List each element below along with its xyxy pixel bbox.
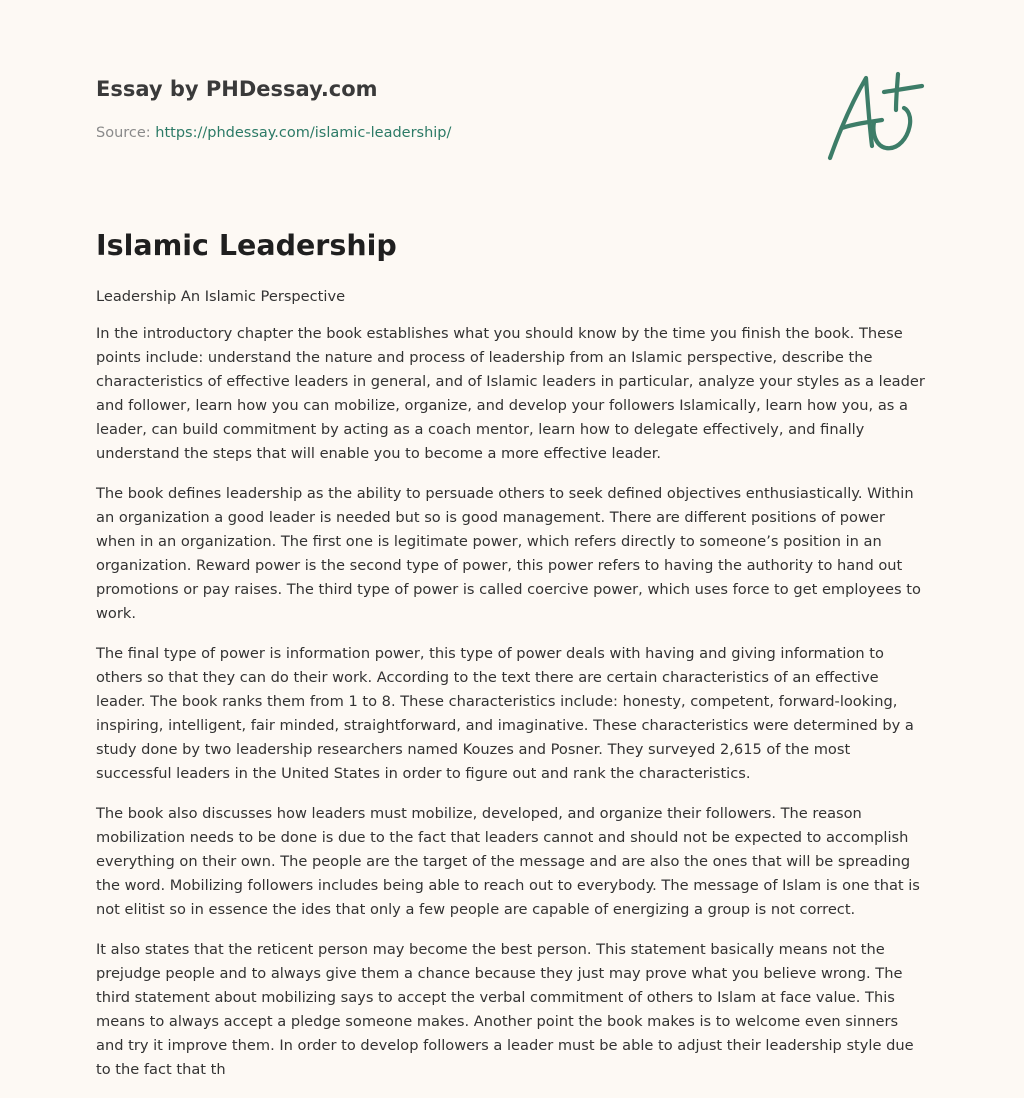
site-title: Essay by PHDessay.com — [96, 77, 378, 101]
source-link[interactable]: https://phdessay.com/islamic-leadership/ — [155, 125, 452, 141]
source-label: Source: — [96, 125, 156, 141]
site-header — [96, 74, 928, 143]
source-line — [96, 123, 928, 143]
essay-paragraph: In the introductory chapter the book establishes what you should know by the time you finish the book. These points include: understand the nature and process of leadership from an Islamic perspective, describe the characteristics of effective leaders in general, and of Islamic leaders in particular, analyze your styles as a leader and follower, learn how you can mobilize, organize, and develop your followers Islamically, learn how you, as a leader, can build commitment by acting as a coach mentor, learn how to delegate effectively, and finally understand the steps that will enable you to become a more effective leader. — [96, 325, 925, 462]
essay-body — [96, 286, 928, 1098]
essay-paragraph: The book also discusses how leaders must mobilize, developed, and organize their followers. The reason mobilization needs to be done is due to the fact that leaders cannot and should not be expected to accomplish everything on their own. The people are the target of the message and are also the ones that will be spreading the word. Mobilizing followers includes being able to reach out to everybody. The message of Islam is one that is not elitist so in essence the ides that only a few people are capable of energizing a group is not correct. — [96, 805, 920, 918]
essay-subtitle: Leadership An Islamic Perspective — [96, 288, 346, 305]
essay-paragraph: The book defines leadership as the ability to persuade others to seek defined objectives enthusiastically. Within an organization a good leader is needed but so is good management. There are different positions of power when in an organization. The first one is legitimate power, which refers directly to someone’s position in an organization. Reward power is the second type of power, this power refers to having the authority to hand out promotions or pay raises. The third type of power is called coercive power, which uses force to get employees to work. — [96, 485, 921, 622]
essay-paragraph: It also states that the reticent person may become the best person. This statement basically means not the prejudge people and to always give them a chance because they just may prove what you believe wrong. The third statement about mobilizing says to accept the verbal commitment of others to Islam at face value. This means to always accept a pledge someone makes. Another point the book makes is to welcome even sinners and try it improve them. In order to develop followers a leader must be able to adjust their leadership style due to the fact that th — [96, 941, 914, 1078]
essay-title: Islamic Leadership — [96, 229, 397, 262]
essay-paragraph: The final type of power is information power, this type of power deals with having and giving information to others so that they can do their work. According to the text there are certain characteristics of an effective leader. The book ranks them from 1 to 8. These characteristics include: honesty, competent, forward-looking, inspiring, intelligent, fair minded, straightforward, and imaginative. These characteristics were determined by a study done by two leadership researchers named Kouzes and Posner. They surveyed 2,615 of the most successful leaders in the United States in order to figure out and rank the characteristics. — [96, 645, 914, 782]
a-plus-logo-icon — [822, 68, 928, 164]
